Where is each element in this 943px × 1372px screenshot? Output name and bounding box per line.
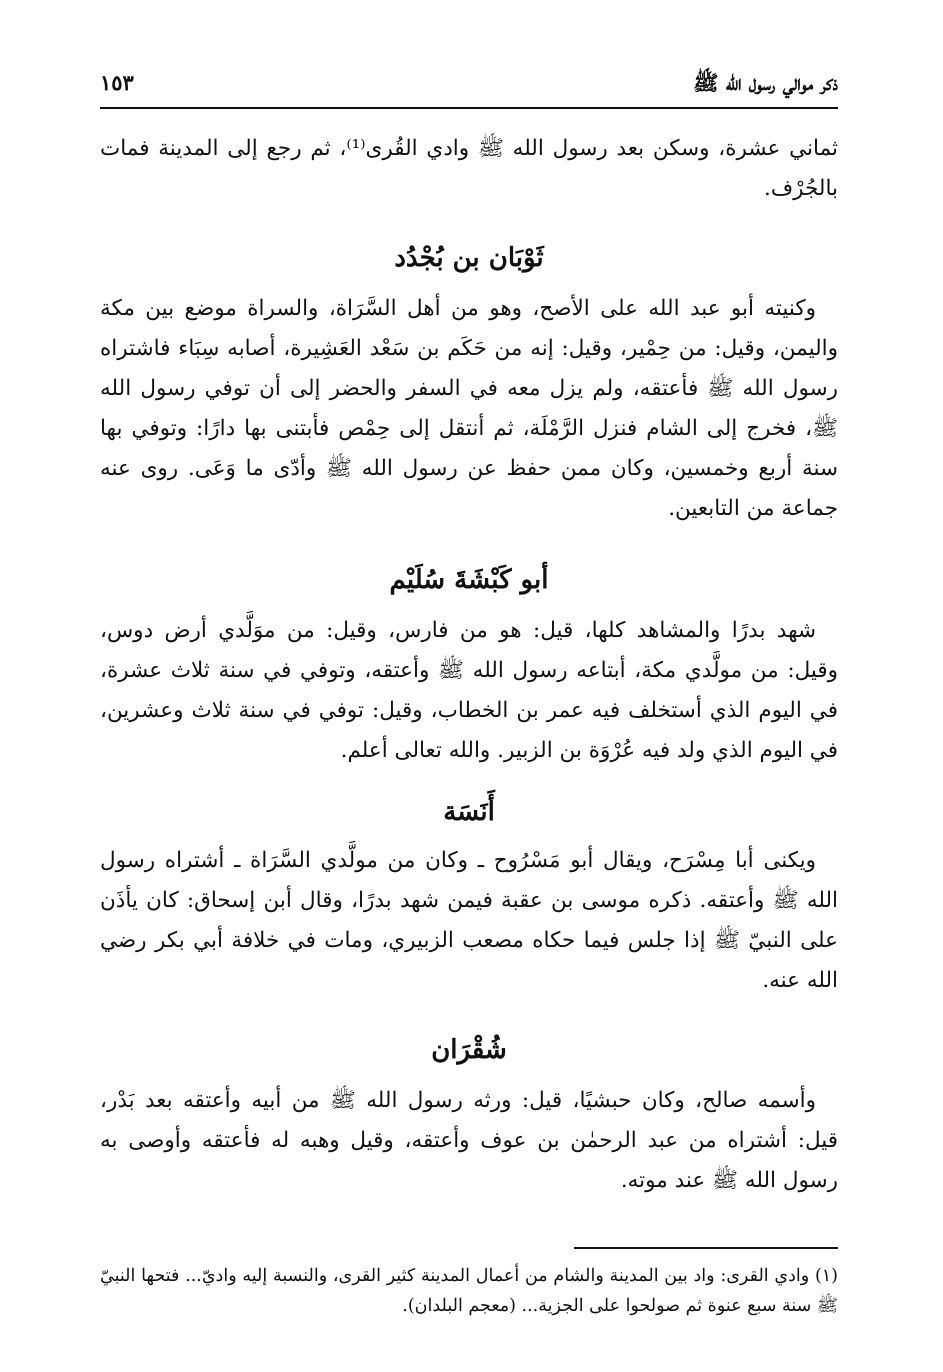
- running-title: ذكر موالي رسول الله ﷺ: [693, 70, 838, 95]
- running-header: [100, 70, 838, 109]
- book-page: [100, 70, 838, 1339]
- section-heading-thawban: ثَوْبَان بن بُجْدُد: [394, 243, 544, 273]
- section-text-thawban: وكنيته أبو عبد الله على الأصح، وهو من أهل السَّرَاة، والسراة موضع بين مكة واليمن، وقيل: من حِمْير، وقيل: إنه من حَكَم بن سَعْد العَشِيرة، أصابه سِبَاء فاشتراه رسول الله ﷺ فأعتقه، ولم يزل معه في السفر والحضر إلى أن توفي رسول الله ﷺ، فخرج إلى الشام فنزل الرَّمْلَة، ثم أنتقل إلى حِمْص فأبتنى بها دارًا: وتوفي بها سنة أربع وخمسين، وكان ممن حفظ عن رسول الله ﷺ وأدّى ما وَعَى. روى عنه جماعة من التابعين.: [100, 296, 838, 521]
- section-heading-anasa: أَنَسَة: [443, 797, 495, 827]
- footnote: [100, 1261, 838, 1321]
- footnote-divider: [574, 1247, 838, 1249]
- section-text-shuqran: وأسمه صالح، وكان حبشيًا، قيل: ورثه رسول الله ﷺ من أبيه وأعتقه بعد بَدْر، قيل: أشتراه من عبد الرحمٰن بن عوف وأعتقه، وقيل وهبه له فأعتقه وأوصى به رسول الله ﷺ عند موته.: [100, 1088, 838, 1193]
- footnote-text: وادي القرى: واد بين المدينة والشام من أعمال المدينة كثير القرى، والنسبة إليه واديّ... فتحها النبيّ ﷺ سنة سبع عنوة ثم صولحوا على الجزية... (معجم البلدان).: [100, 1266, 838, 1316]
- intro-paragraph: ثماني عشرة، وسكن بعد رسول الله ﷺ وادي القُرى⁽¹⁾، ثم رجع إلى المدينة فمات بالجُرْف.: [100, 136, 838, 201]
- section-text-anasa: ويكنى أبا مِسْرَح، ويقال أبو مَسْرُوح ـ وكان من مولَّدي السَّرَاة ـ أشتراه رسول الله ﷺ وأعتقه. ذكره موسى بن عقبة فيمن شهد بدرًا، وقال أبن إسحاق: كان يأذَن على النبيّ ﷺ إذا جلس فيما حكاه مصعب الزبيري، ومات في خلافة أبي بكر رضي الله عنه.: [100, 848, 838, 993]
- page-number: ١٥٣: [100, 70, 134, 95]
- section-text-abu-kabsha: شهد بدرًا والمشاهد كلها، قيل: هو من فارس، وقيل: من موَلَّدي أرض دوس، وقيل: من مولَّدي مكة، أبتاعه رسول الله ﷺ وأعتقه، وتوفي في سنة ثلاث عشرة، في اليوم الذي أستخلف فيه عمر بن الخطاب، وقيل: توفي في سنة ثلاث وعشرين، في اليوم الذي ولد فيه عُرْوَة بن الزبير. والله تعالى أعلم.: [100, 618, 838, 763]
- section-heading-shuqran: شُقْرَان: [431, 1035, 507, 1065]
- footnote-marker: (١): [814, 1266, 838, 1286]
- section-heading-abu-kabsha: أبو كَبْشَةَ سُلَيْم: [389, 565, 549, 595]
